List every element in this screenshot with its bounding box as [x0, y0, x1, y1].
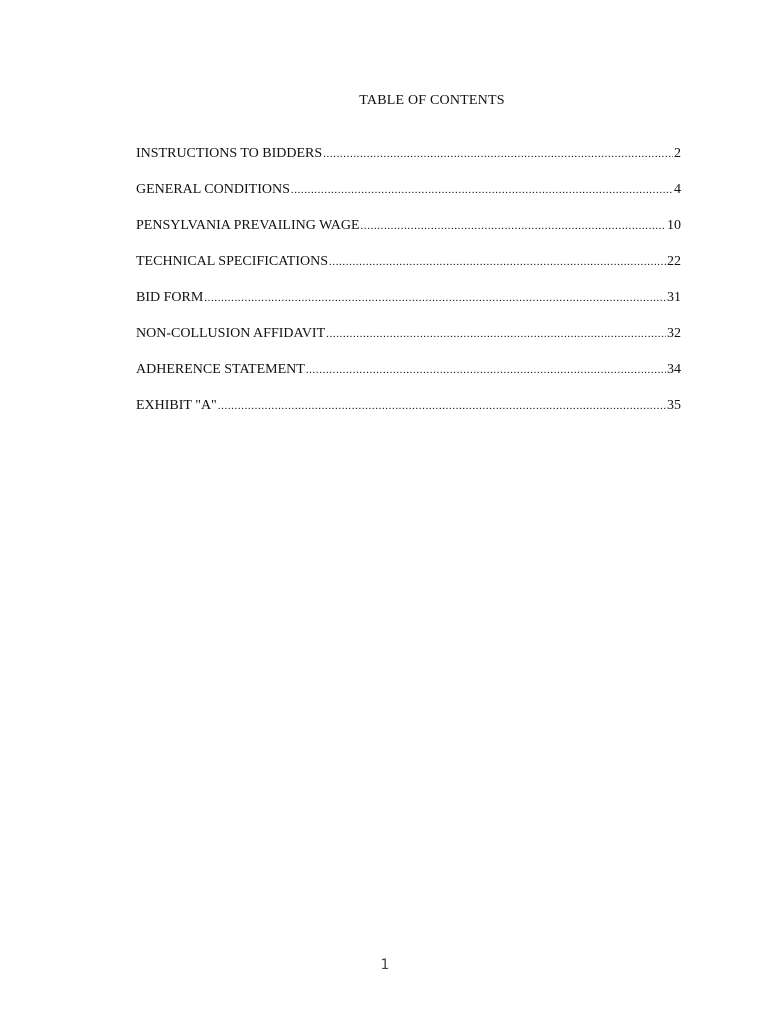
dot-leader	[326, 328, 666, 340]
toc-entry-page-number: 2	[674, 146, 681, 161]
dot-leader	[218, 400, 666, 412]
table-of-contents	[136, 146, 681, 434]
dot-leader	[329, 256, 666, 268]
toc-entry-label: NON-COLLUSION AFFIDAVIT	[136, 326, 326, 341]
toc-entry-label: PENSYLVANIA PREVAILING WAGE	[136, 218, 360, 233]
toc-entry-page-number: 10	[667, 218, 681, 233]
toc-entry-instructions-to-bidders[interactable]	[136, 146, 681, 182]
toc-entry-page-number: 32	[667, 326, 681, 341]
toc-entry-label: EXHIBIT "A"	[136, 398, 217, 413]
page-number: 1	[380, 957, 390, 973]
toc-entry-bid-form[interactable]	[136, 290, 681, 326]
toc-entry-label: INSTRUCTIONS TO BIDDERS	[136, 146, 323, 161]
toc-entry-label: ADHERENCE STATEMENT	[136, 362, 305, 377]
page-title: TABLE OF CONTENTS	[359, 93, 505, 108]
dot-leader	[361, 220, 666, 232]
dot-leader	[323, 148, 673, 160]
toc-entry-page-number: 4	[674, 182, 681, 197]
toc-entry-adherence-statement[interactable]	[136, 362, 681, 398]
toc-entry-non-collusion-affidavit[interactable]	[136, 326, 681, 362]
toc-entry-prevailing-wage[interactable]	[136, 218, 681, 254]
toc-entry-general-conditions[interactable]	[136, 182, 681, 218]
dot-leader	[291, 184, 673, 196]
toc-entry-label: GENERAL CONDITIONS	[136, 182, 290, 197]
dot-leader	[306, 364, 666, 376]
toc-entry-exhibit-a[interactable]	[136, 398, 681, 434]
toc-entry-label: BID FORM	[136, 290, 204, 305]
dot-leader	[204, 292, 666, 304]
toc-entry-label: TECHNICAL SPECIFICATIONS	[136, 254, 328, 269]
toc-entry-technical-specifications[interactable]	[136, 254, 681, 290]
toc-entry-page-number: 31	[667, 290, 681, 305]
toc-entry-page-number: 35	[667, 398, 681, 413]
toc-entry-page-number: 22	[667, 254, 681, 269]
toc-entry-page-number: 34	[667, 362, 681, 377]
